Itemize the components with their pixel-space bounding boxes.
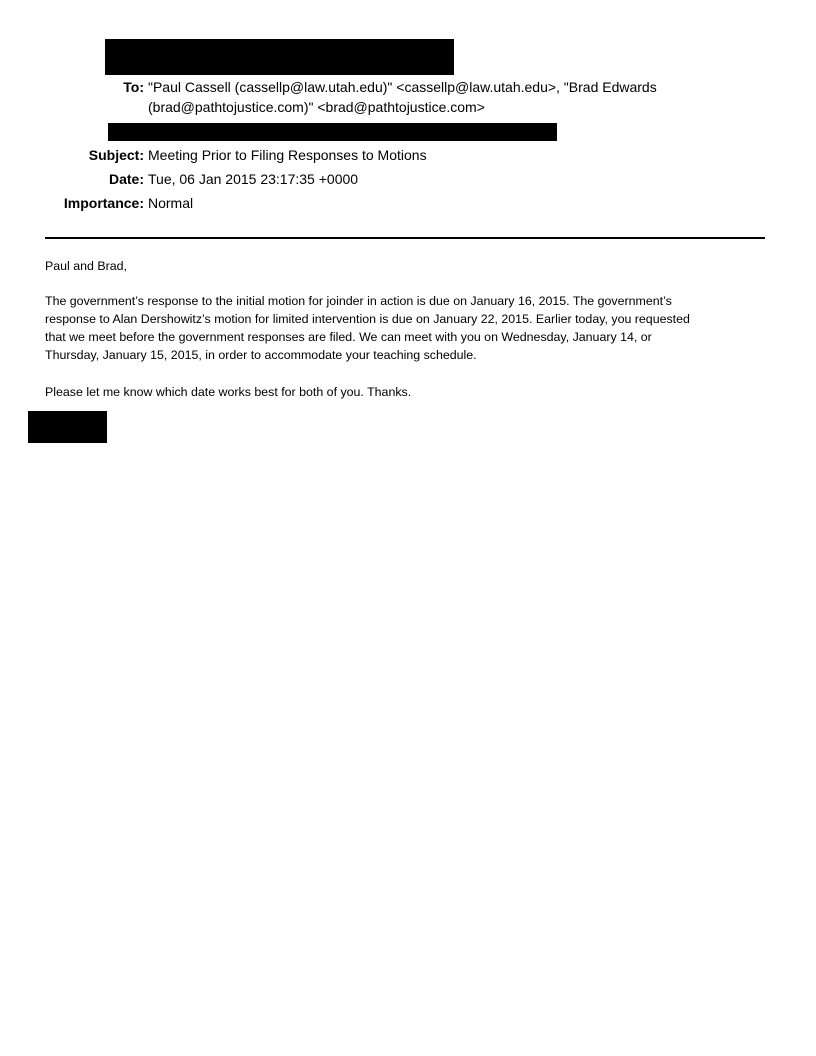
redaction-bar-signature bbox=[28, 411, 107, 443]
body-paragraph-line: response to Alan Dershowitz’s motion for limited intervention is due on January 22, 2015. Earlier today, you requested bbox=[45, 312, 690, 326]
importance-label: Importance: bbox=[63, 195, 144, 211]
body-paragraph-line: The government’s response to the initial motion for joinder in action is due on January 16, 2015. The government’s bbox=[45, 294, 672, 308]
body-paragraph-line: Thursday, January 15, 2015, in order to accommodate your teaching schedule. bbox=[45, 348, 477, 362]
body-paragraph-line: that we meet before the government responses are filed. We can meet with you on Wednesday, January 14, or bbox=[45, 330, 652, 344]
to-value-line1: "Paul Cassell (cassellp@law.utah.edu)" <cassellp@law.utah.edu>, "Brad Edwards bbox=[148, 79, 657, 95]
to-value-line2: (brad@pathtojustice.com)" <brad@pathtojustice.com> bbox=[148, 99, 485, 115]
header-divider bbox=[45, 237, 765, 239]
greeting: Paul and Brad, bbox=[45, 259, 127, 273]
subject-value: Meeting Prior to Filing Responses to Motions bbox=[148, 147, 427, 163]
importance-value: Normal bbox=[148, 195, 194, 211]
closing-paragraph: Please let me know which date works best for both of you. Thanks. bbox=[45, 385, 412, 399]
to-label: To: bbox=[123, 79, 144, 95]
date-value: Tue, 06 Jan 2015 23:17:35 +0000 bbox=[148, 171, 359, 187]
date-label: Date: bbox=[108, 171, 144, 187]
subject-label: Subject: bbox=[88, 147, 144, 163]
redaction-bar-from bbox=[105, 39, 454, 75]
redaction-bar-cc bbox=[108, 123, 557, 141]
